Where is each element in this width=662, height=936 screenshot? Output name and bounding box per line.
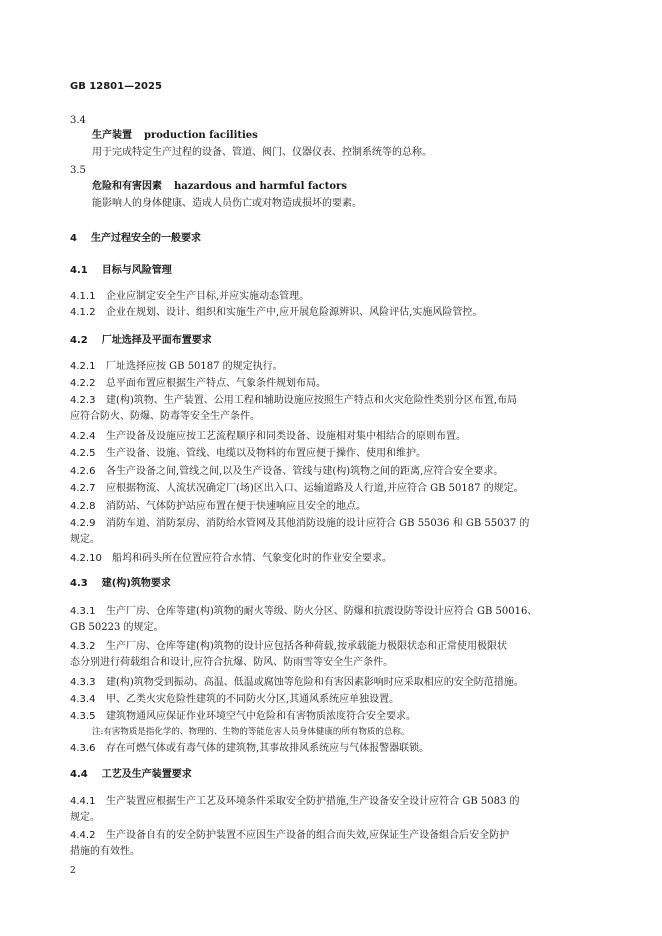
clause-number: 4.2.5: [70, 448, 96, 459]
page-number: 2: [70, 866, 76, 876]
clause-number: 4.3.6: [70, 743, 96, 754]
clause-text: 消防车道、消防泵房、消防给水管网及其他消防设施的设计应符合 GB 55036 和 GB 55037 的: [106, 518, 530, 529]
term-definition: 能影响人的身体健康、造成人员伤亡或对物造成损坏的要素。: [92, 198, 362, 209]
section-number: 4.1: [70, 265, 88, 276]
clause-number: 4.3.3: [70, 677, 96, 688]
clause-text: 生产装置应根据生产工艺及环境条件采取安全防护措施,生产设备安全设计应符合 GB 5083 的: [106, 796, 520, 807]
note: 注:有害物质是指化学的、物理的、生物的等能危害人员身体健康的所有物质的总称。: [92, 727, 410, 737]
clause-number: 4.3.4: [70, 694, 96, 705]
section-title: 工艺及生产装置要求: [101, 769, 192, 780]
term-en: production facilities: [144, 130, 258, 141]
clause-number: 4.2.2: [70, 378, 96, 389]
clause-text-continued: 态分别进行荷载组合和设计,应符合抗爆、防风、防雨雪等安全生产条件。: [70, 657, 394, 668]
clause-number: 4.4.1: [70, 796, 96, 807]
term-heading: [92, 129, 258, 143]
clause-text-continued: GB 50223 的规定。: [70, 622, 164, 633]
clause-text: 企业在规划、设计、组织和实施生产中,应开展危险源辨识、风险评估,实施风险管控。: [106, 307, 483, 318]
clause-text: 企业应制定安全生产目标,并应实施动态管理。: [106, 291, 310, 302]
clause-number: 4.2.1: [70, 361, 96, 372]
clause-number: 4.1.1: [70, 291, 96, 302]
section-title: 厂址选择及平面布置要求: [101, 335, 212, 346]
clause-text-continued: 规定。: [70, 534, 100, 545]
clause-text: 生产设备及设施应按工艺流程顺序和同类设备、设施相对集中相结合的原则布置。: [106, 431, 466, 442]
clause-number: 4.2.6: [70, 466, 96, 477]
section-title: 生产过程安全的一般要求: [90, 233, 201, 244]
clause-text: 生产设备、设施、管线、电缆以及物料的布置应便于操作、使用和维护。: [106, 448, 426, 459]
clause-text: 应根据物流、人流状况确定厂(场)区出入口、运输道路及人行道,并应符合 GB 50187 的规定。: [106, 483, 524, 494]
standard-code-header: GB 12801—2025: [70, 81, 162, 92]
clause-text: 生产厂房、仓库等建(构)筑物的耐火等级、防火分区、防爆和抗震设防等设计应符合 GB 50016、: [106, 606, 538, 617]
clause-number: 4.2.7: [70, 483, 96, 494]
section-heading: [70, 232, 201, 246]
clause-number: 4.3.2: [70, 641, 96, 652]
clause-number: 4.4.2: [70, 830, 96, 841]
term-number: 3.4: [70, 115, 86, 126]
clause-number: 4.2.10: [70, 553, 102, 564]
clause-number: 4.1.2: [70, 307, 96, 318]
clause-number: 4.2.3: [70, 395, 96, 406]
clause-text: 各生产设备之间,管线之间,以及生产设备、管线与建(构)筑物之间的距离,应符合安全要求。: [106, 466, 504, 477]
section-number: 4.2: [70, 335, 88, 346]
term-definition: 用于完成特定生产过程的设备、管道、阀门、仪器仪表、控制系统等的总称。: [92, 147, 432, 158]
clause-text: 总平面布置应根据生产特点、气象条件规划布局。: [106, 378, 326, 389]
subsection-heading: [70, 577, 171, 591]
subsection-heading: [70, 768, 192, 782]
clause-text: 建筑物通风应保证作业环境空气中危险和有害物质浓度符合安全要求。: [106, 711, 416, 722]
clause-text-continued: 应符合防火、防爆、防毒等安全生产条件。: [70, 411, 260, 422]
clause-text: 生产厂房、仓库等建(构)筑物的设计应包括各种荷载,按承载能力极限状态和正常使用极限状: [106, 641, 507, 652]
term-heading: [92, 180, 347, 194]
section-number: 4.3: [70, 578, 88, 589]
clause-text: 甲、乙类火灾危险性建筑的不同防火分区,其通风系统应单独设置。: [106, 694, 400, 705]
term-en: hazardous and harmful factors: [174, 181, 347, 192]
clause-text: 消防站、气体防护站应布置在便于快速响应且安全的地点。: [106, 501, 366, 512]
clause-text: 建(构)筑物受到振动、高温、低温或腐蚀等危险和有害因素影响时应采取相应的安全防范措施。: [106, 677, 524, 688]
section-number: 4.4: [70, 769, 88, 780]
clause-text: 建(构)筑物、生产装置、公用工程和辅助设施应按照生产特点和火灾危险性类别分区布置,布局: [106, 395, 517, 406]
clause-text-continued: 规定。: [70, 812, 100, 823]
section-title: 目标与风险管理: [101, 265, 172, 276]
clause-text: 厂址选择应按 GB 50187 的规定执行。: [106, 361, 283, 372]
clause-text: 船坞和码头所在位置应符合水情、气象变化时的作业安全要求。: [112, 553, 392, 564]
subsection-heading: [70, 264, 172, 278]
clause-number: 4.2.8: [70, 501, 96, 512]
clause-number: 4.2.4: [70, 431, 96, 442]
section-title: 建(构)筑物要求: [101, 578, 171, 589]
section-number: 4: [70, 233, 77, 244]
clause-number: 4.2.9: [70, 518, 96, 529]
clause-text: 存在可燃气体或有毒气体的建筑物,其事故排风系统应与气体报警器联锁。: [106, 743, 430, 754]
term-number: 3.5: [70, 165, 86, 176]
term-zh: 生产装置: [92, 130, 132, 141]
clause-number: 4.3.1: [70, 606, 96, 617]
term-zh: 危险和有害因素: [92, 181, 162, 192]
clause-text: 生产设备自有的安全防护装置不应因生产设备的组合而失效,应保证生产设备组合后安全防护: [106, 830, 510, 841]
clause-number: 4.3.5: [70, 711, 96, 722]
subsection-heading: [70, 334, 212, 348]
clause-text-continued: 措施的有效性。: [70, 846, 140, 857]
